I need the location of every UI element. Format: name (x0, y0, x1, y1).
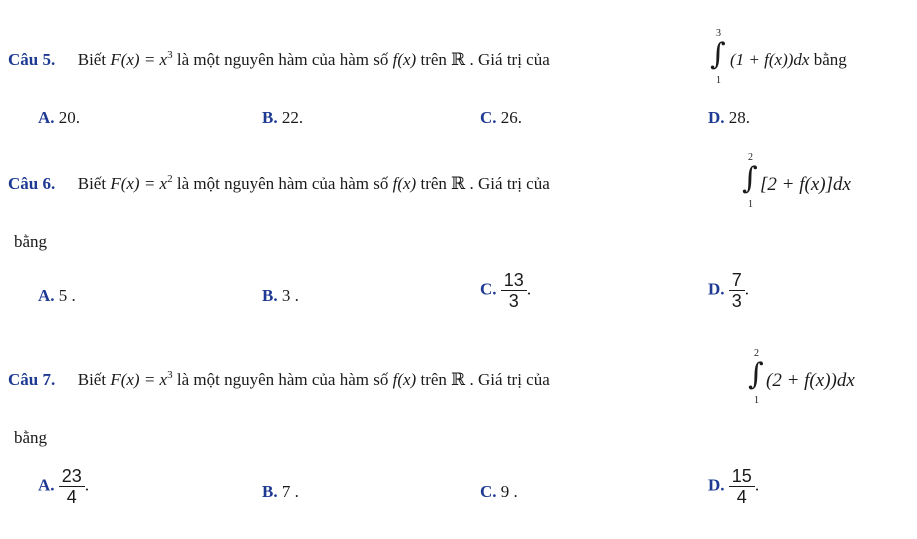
statement-text: Biết (77, 174, 111, 193)
antiderivative-expression: F(x) = x (110, 50, 168, 69)
option-fraction (729, 466, 755, 507)
option-punctuation: . (754, 475, 760, 495)
question-continuation (14, 232, 47, 252)
option-label: C. (480, 279, 497, 299)
fraction-numerator: 7 (729, 270, 745, 291)
antiderivative-expression: F(x) = x (110, 370, 168, 389)
fraction-denominator: 3 (731, 291, 742, 311)
fraction-numerator: 23 (59, 466, 85, 487)
statement-text: Biết (77, 50, 111, 69)
integrand (760, 174, 851, 196)
option-fraction (59, 466, 85, 507)
function-expression: f(x) (392, 174, 417, 193)
fraction-numerator: 15 (729, 466, 755, 487)
question-label: Câu 6. (8, 174, 56, 193)
integrand (730, 50, 847, 70)
option-value: 20. (58, 108, 81, 127)
option-label: D. (708, 279, 725, 299)
integrand-expression: (2 + f(x))dx (766, 370, 855, 391)
integral-lower-bound: 1 (716, 75, 721, 86)
integral-upper-bound: 3 (716, 28, 721, 39)
option-value: 3 . (281, 286, 299, 305)
continuation-text: bằng (14, 232, 48, 251)
antiderivative-expression: F(x) = x (110, 174, 168, 193)
option-label: A. (38, 108, 55, 127)
statement-text: trên ℝ . Giá trị của (416, 174, 550, 193)
fraction-numerator: 13 (501, 270, 527, 291)
integral-upper-bound: 2 (748, 152, 753, 163)
option-c[interactable] (480, 482, 518, 502)
statement-text: là một nguyên hàm của hàm số (172, 174, 393, 193)
fraction-denominator: 3 (508, 291, 519, 311)
integral-sign: 3 ∫ 1 (710, 28, 726, 86)
question-label: Câu 7. (8, 370, 56, 389)
question-statement (8, 370, 550, 390)
option-a[interactable] (38, 286, 76, 306)
option-value: 9 . (500, 482, 518, 501)
question-statement (8, 50, 550, 70)
fraction-denominator: 4 (736, 487, 747, 507)
statement-text: trên ℝ . Giá trị của (416, 50, 550, 69)
option-d[interactable] (708, 270, 749, 311)
statement-text: là một nguyên hàm của hàm số (172, 50, 393, 69)
option-label: B. (262, 108, 278, 127)
antiderivative-exponent: 2 (167, 173, 173, 185)
statement-text: Biết (77, 370, 111, 389)
integrand-expression: (1 + f(x))dx (730, 50, 810, 69)
option-d[interactable] (708, 108, 750, 128)
integral-sign: 2 ∫ 1 (742, 152, 758, 210)
option-punctuation: . (526, 279, 532, 299)
option-b[interactable] (262, 286, 299, 306)
option-c[interactable] (480, 108, 522, 128)
option-a[interactable] (38, 466, 89, 507)
option-label: D. (708, 475, 725, 495)
option-punctuation: . (84, 475, 90, 495)
integrand-expression: [2 + f(x)]dx (760, 174, 851, 195)
option-a[interactable] (38, 108, 80, 128)
option-value: 5 . (58, 286, 76, 305)
option-value: 22. (281, 108, 304, 127)
option-value: 26. (500, 108, 523, 127)
option-c[interactable] (480, 270, 531, 311)
option-d[interactable] (708, 466, 759, 507)
statement-text: trên ℝ . Giá trị của (416, 370, 550, 389)
option-b[interactable] (262, 482, 299, 502)
option-fraction (729, 270, 745, 311)
question-label: Câu 5. (8, 50, 56, 69)
option-b[interactable] (262, 108, 303, 128)
statement-tail: bằng (809, 50, 847, 69)
integral-sign: 2 ∫ 1 (748, 348, 764, 406)
antiderivative-exponent: 3 (167, 369, 173, 381)
integrand (766, 370, 855, 392)
function-expression: f(x) (392, 50, 417, 69)
integral-upper-bound: 2 (754, 348, 759, 359)
option-label: C. (480, 108, 497, 127)
option-label: D. (708, 108, 725, 127)
option-value: 28. (728, 108, 751, 127)
antiderivative-exponent: 3 (167, 49, 173, 61)
option-fraction (501, 270, 527, 311)
option-label: A. (38, 286, 55, 305)
option-label: A. (38, 475, 55, 495)
function-expression: f(x) (392, 370, 417, 389)
continuation-text: bằng (14, 428, 48, 447)
integral-lower-bound: 1 (754, 395, 759, 406)
option-punctuation: . (744, 279, 750, 299)
question-statement (8, 174, 550, 194)
option-label: B. (262, 286, 278, 305)
option-label: C. (480, 482, 497, 501)
fraction-denominator: 4 (66, 487, 77, 507)
statement-text: là một nguyên hàm của hàm số (172, 370, 393, 389)
question-continuation (14, 428, 47, 448)
integral-lower-bound: 1 (748, 199, 753, 210)
option-label: B. (262, 482, 278, 501)
option-value: 7 . (281, 482, 299, 501)
